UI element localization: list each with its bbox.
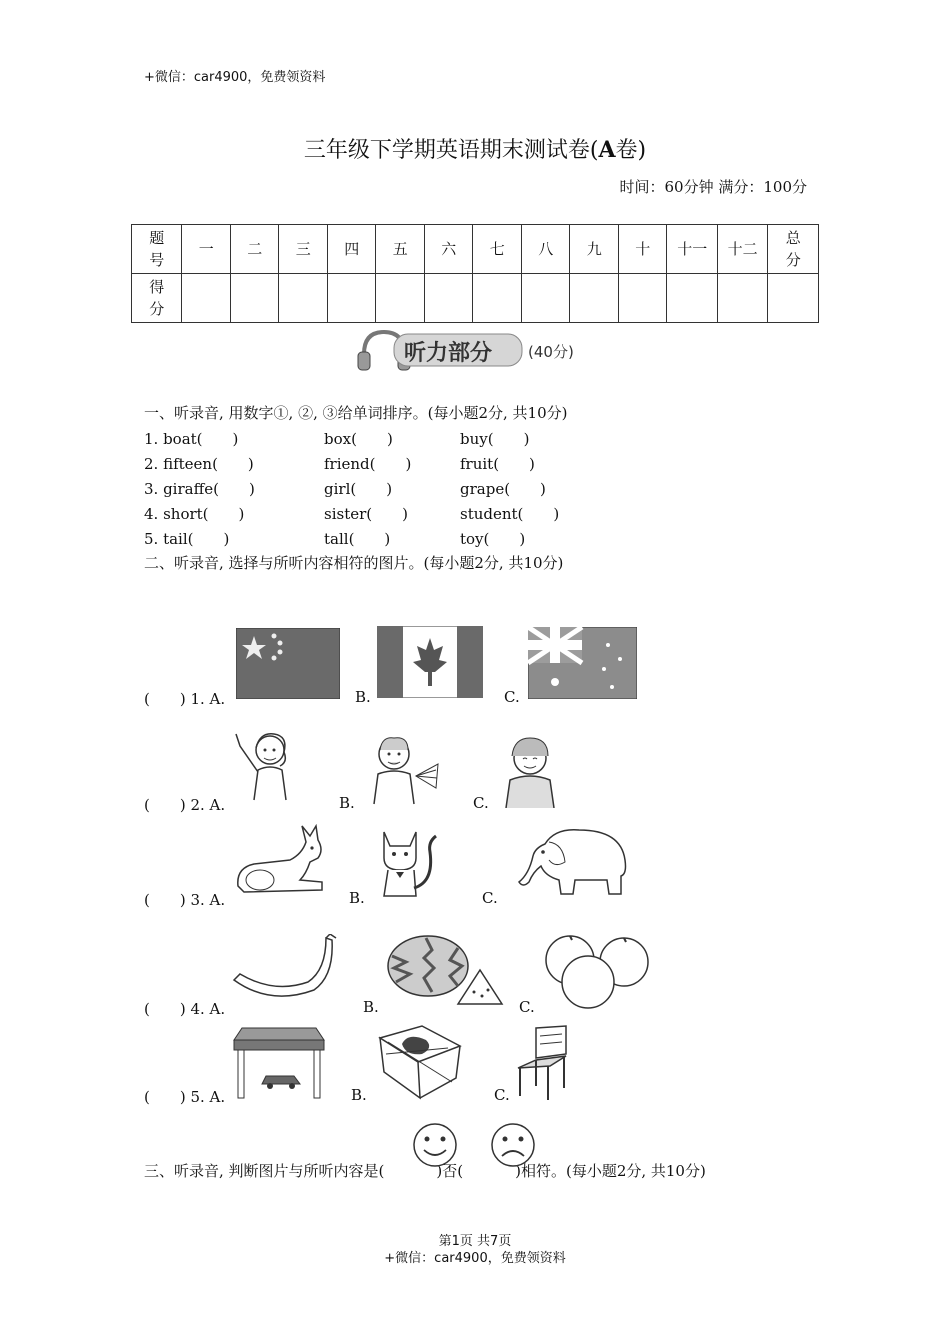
score-table-header-cell: 四 xyxy=(327,225,376,274)
girl-icon xyxy=(230,726,308,802)
grandma-icon xyxy=(494,732,566,808)
listening-banner xyxy=(350,324,602,376)
score-table-header-cell: 二 xyxy=(230,225,279,274)
score-table-header-cell: 十一 xyxy=(667,225,717,274)
q1-c: C. xyxy=(504,688,520,706)
score-table-header-cell: 十 xyxy=(618,225,667,274)
section3-heading-b: )否( xyxy=(436,1162,464,1180)
score-table-header-cell: 五 xyxy=(376,225,425,274)
banana-icon xyxy=(230,934,344,1010)
word-item: sister( ) xyxy=(324,505,408,523)
word-item: tall( ) xyxy=(324,530,391,548)
q1-b: B. xyxy=(355,688,371,706)
score-input-cell xyxy=(570,274,619,323)
score-input-cell xyxy=(667,274,717,323)
word-item: 4. short( ) xyxy=(144,505,245,523)
score-input-cell xyxy=(327,274,376,323)
word-item: friend( ) xyxy=(324,455,412,473)
score-table-header-row xyxy=(132,225,819,274)
q4-label: ( ) 4. A. xyxy=(144,1000,226,1018)
score-table-header-cell: 九 xyxy=(570,225,619,274)
score-input-cell xyxy=(182,274,231,323)
word-item: toy( ) xyxy=(460,530,526,548)
q2-c: C. xyxy=(473,794,489,812)
q2-b: B. xyxy=(339,794,355,812)
score-input-cell xyxy=(768,274,819,323)
page-number: 第1页 共7页 xyxy=(438,1234,512,1249)
canada-flag-icon xyxy=(377,626,483,698)
score-table-header-cell: 七 xyxy=(473,225,522,274)
score-table-row-label: 得 分 xyxy=(132,274,182,323)
score-input-cell xyxy=(424,274,473,323)
watermark-top: +微信：car4900，免费领资料 xyxy=(144,70,326,85)
car-garage-icon xyxy=(232,1026,326,1100)
word-item: 5. tail( ) xyxy=(144,530,230,548)
banner-text: 听力部分 xyxy=(404,341,493,366)
score-input-cell xyxy=(618,274,667,323)
q3-b: B. xyxy=(349,889,365,907)
q2-label: ( ) 2. A. xyxy=(144,796,226,814)
q3-label: ( ) 3. A. xyxy=(144,891,226,909)
word-item: box( ) xyxy=(324,430,393,448)
chair-icon xyxy=(514,1024,572,1102)
score-table-header-cell: 题 号 xyxy=(132,225,182,274)
australia-flag-icon xyxy=(528,627,637,699)
exam-meta: 时间：60分钟 满分：100分 xyxy=(619,178,807,196)
score-table-header-cell: 十二 xyxy=(717,225,767,274)
donkey-icon xyxy=(230,824,326,898)
section3-heading-a: 三、听录音, 判断图片与所听内容是( xyxy=(144,1162,385,1180)
word-item: 2. fifteen( ) xyxy=(144,455,254,473)
elephant-icon xyxy=(505,824,631,898)
banner-points: (40分) xyxy=(528,343,574,361)
watermark-bottom: +微信：car4900，免费领资料 xyxy=(384,1251,566,1266)
page-title xyxy=(0,133,950,164)
section1-heading: 一、听录音, 用数字①, ②, ③给单词排序。(每小题2分, 共10分) xyxy=(144,404,568,422)
q5-label: ( ) 5. A. xyxy=(144,1088,226,1106)
q3-c: C. xyxy=(482,889,498,907)
q5-c: C. xyxy=(494,1086,510,1104)
score-table-header-cell: 六 xyxy=(424,225,473,274)
score-input-cell xyxy=(717,274,767,323)
china-flag-icon xyxy=(236,628,340,699)
word-item: buy( ) xyxy=(460,430,530,448)
score-table xyxy=(131,224,819,323)
sad-face-icon xyxy=(490,1122,536,1168)
score-table-header-cell: 八 xyxy=(521,225,570,274)
title-suffix: 卷) xyxy=(615,138,647,163)
score-input-cell xyxy=(230,274,279,323)
title-bold: A xyxy=(598,137,616,163)
word-item: student( ) xyxy=(460,505,560,523)
q4-c: C. xyxy=(519,998,535,1016)
score-table-header-cell: 三 xyxy=(279,225,328,274)
score-table-header-cell: 总 分 xyxy=(768,225,819,274)
word-item: girl( ) xyxy=(324,480,393,498)
word-item: 3. giraffe( ) xyxy=(144,480,255,498)
title-prefix: 三年级下学期英语期末测试卷( xyxy=(303,138,599,163)
grandpa-icon xyxy=(362,730,442,806)
word-item: fruit( ) xyxy=(460,455,535,473)
score-input-cell xyxy=(279,274,328,323)
q5-b: B. xyxy=(351,1086,367,1104)
oranges-icon xyxy=(540,934,652,1010)
section2-heading: 二、听录音, 选择与所听内容相符的图片。(每小题2分, 共10分) xyxy=(144,554,564,572)
word-item: 1. boat( ) xyxy=(144,430,239,448)
score-table-score-row xyxy=(132,274,819,323)
score-table-header-cell: 一 xyxy=(182,225,231,274)
q4-b: B. xyxy=(363,998,379,1016)
score-input-cell xyxy=(376,274,425,323)
cat-icon xyxy=(370,822,448,898)
q1-label: ( ) 1. A. xyxy=(144,690,226,708)
score-input-cell xyxy=(521,274,570,323)
score-input-cell xyxy=(473,274,522,323)
section3-heading-c: )相符。(每小题2分, 共10分) xyxy=(515,1162,706,1180)
word-item: grape( ) xyxy=(460,480,546,498)
happy-face-icon xyxy=(412,1122,458,1168)
box-toys-icon xyxy=(378,1022,462,1100)
watermelon-icon xyxy=(386,934,506,1010)
